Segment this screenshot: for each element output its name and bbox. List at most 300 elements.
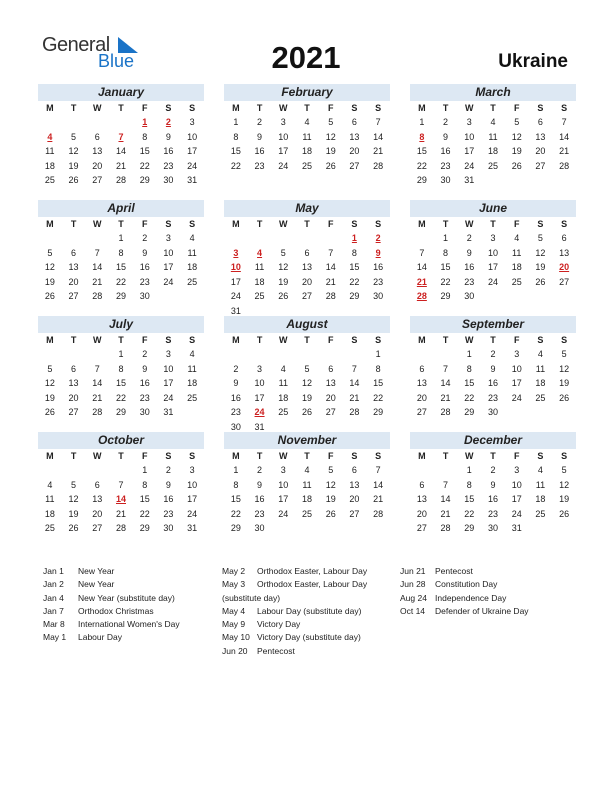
holiday-name: Labour Day — [78, 632, 122, 643]
day-cell: 10 — [511, 479, 522, 490]
weekday-label: T — [304, 219, 310, 229]
day-cell: 19 — [535, 262, 546, 272]
empty-cell — [295, 231, 319, 246]
holiday-date: Jan 2 — [43, 579, 64, 590]
day-cell: 17 — [163, 262, 174, 272]
day-cell: 10 — [254, 378, 265, 388]
day-cell: 26 — [278, 291, 289, 301]
day-cell: 28 — [115, 523, 126, 533]
day-cell: 11 — [187, 363, 197, 374]
weekday-label: T — [442, 451, 449, 461]
day-cell: 27 — [68, 407, 79, 417]
day-cell: 22 — [230, 160, 241, 171]
holiday-day-cell: 1 — [142, 117, 148, 127]
weekday-label: W — [93, 103, 102, 113]
holiday-name: Victory Day (substitute day) — [257, 632, 361, 643]
day-cell: 31 — [511, 523, 522, 533]
day-cell: 9 — [142, 363, 148, 374]
day-cell: 5 — [47, 247, 53, 258]
holiday-day-cell: 2 — [375, 233, 381, 243]
month-september — [410, 316, 576, 432]
day-cell: 25 — [254, 291, 265, 301]
day-cell: 23 — [464, 276, 475, 287]
day-cell: 29 — [416, 175, 427, 185]
day-cell: 1 — [443, 233, 449, 243]
day-cell: 27 — [325, 407, 336, 417]
holiday-entry — [222, 565, 402, 578]
day-cell: 1 — [118, 349, 124, 359]
day-cell: 5 — [304, 363, 310, 374]
day-cell: 27 — [349, 508, 360, 519]
day-cell: 26 — [559, 392, 570, 403]
day-cell: 14 — [325, 262, 336, 272]
month-title: November — [224, 432, 390, 449]
month-title: March — [410, 84, 576, 101]
day-cell: 8 — [375, 363, 381, 374]
day-cell: 19 — [278, 276, 289, 287]
day-grid — [410, 449, 576, 536]
day-cell: 5 — [514, 117, 520, 127]
empty-cell — [319, 347, 343, 362]
holiday-name: (substitute day) — [222, 592, 281, 603]
holiday-entry — [43, 592, 223, 605]
weekday-label: M — [46, 335, 54, 345]
day-cell: 7 — [375, 465, 381, 475]
day-cell: 6 — [304, 247, 310, 258]
holiday-entry — [222, 592, 402, 605]
day-cell: 2 — [165, 465, 171, 475]
empty-cell — [85, 115, 109, 130]
holiday-entry — [400, 565, 580, 578]
day-grid — [38, 449, 204, 536]
day-cell: 1 — [419, 117, 425, 127]
day-cell: 8 — [466, 363, 472, 374]
day-cell: 13 — [535, 131, 546, 142]
day-cell: 16 — [139, 378, 150, 388]
day-cell: 15 — [464, 378, 475, 388]
day-cell: 16 — [487, 494, 498, 504]
month-april — [38, 200, 204, 316]
day-cell: 26 — [325, 160, 336, 171]
day-cell: 7 — [94, 247, 100, 258]
day-grid — [38, 217, 204, 304]
weekday-label: S — [561, 103, 568, 113]
day-cell: 24 — [187, 508, 198, 519]
weekday-label: M — [232, 451, 240, 461]
day-cell: 15 — [230, 146, 241, 156]
day-cell: 14 — [373, 479, 384, 490]
weekday-label: W — [93, 335, 102, 345]
empty-cell — [248, 231, 272, 246]
logo-text-blue: Blue — [98, 51, 135, 71]
day-cell: 29 — [373, 407, 384, 417]
weekday-label: S — [189, 219, 196, 229]
holiday-entry — [43, 578, 223, 591]
day-grid — [38, 101, 204, 188]
month-may — [224, 200, 390, 316]
day-cell: 21 — [559, 146, 570, 156]
weekday-label: S — [165, 451, 172, 461]
weekday-label: M — [418, 335, 426, 345]
day-cell: 11 — [45, 494, 55, 504]
weekday-label: S — [375, 335, 382, 345]
holiday-entry — [43, 605, 223, 618]
weekday-label: W — [279, 219, 288, 229]
holiday-day-cell: 24 — [254, 407, 265, 417]
day-cell: 5 — [537, 233, 543, 243]
day-cell: 2 — [257, 465, 263, 475]
day-cell: 23 — [440, 160, 451, 171]
day-cell: 17 — [487, 262, 498, 272]
day-cell: 10 — [163, 247, 174, 258]
day-cell: 9 — [443, 131, 449, 142]
day-cell: 16 — [139, 262, 150, 272]
weekday-label: S — [351, 103, 358, 113]
day-cell: 28 — [92, 407, 103, 417]
weekday-label: S — [189, 335, 196, 345]
empty-cell — [410, 463, 434, 478]
day-cell: 7 — [328, 247, 334, 258]
day-cell: 26 — [535, 276, 546, 287]
holiday-name: Orthodox Christmas — [78, 605, 154, 616]
day-cell: 11 — [535, 479, 546, 490]
day-cell: 22 — [230, 508, 241, 519]
day-cell: 12 — [535, 247, 546, 258]
day-cell: 3 — [165, 233, 171, 243]
day-cell: 25 — [301, 160, 312, 171]
weekday-label: W — [93, 451, 102, 461]
weekday-label: F — [141, 103, 148, 113]
month-february — [224, 84, 390, 200]
holiday-day-cell: 2 — [165, 117, 171, 127]
empty-cell — [109, 115, 133, 130]
weekday-label: W — [465, 335, 474, 345]
day-cell: 26 — [325, 508, 336, 519]
day-cell: 3 — [514, 349, 520, 359]
day-cell: 15 — [349, 262, 360, 272]
day-cell: 10 — [187, 131, 198, 142]
holiday-name: New Year — [78, 566, 115, 576]
day-cell: 20 — [92, 508, 103, 519]
weekday-label: F — [141, 219, 148, 229]
empty-cell — [62, 231, 86, 246]
day-grid — [410, 333, 576, 420]
day-cell: 13 — [559, 247, 570, 258]
empty-cell — [319, 231, 343, 246]
day-cell: 29 — [464, 523, 475, 533]
weekday-label: T — [304, 103, 310, 113]
day-cell: 15 — [139, 494, 150, 504]
day-cell: 31 — [187, 523, 198, 533]
day-cell: 17 — [464, 146, 475, 156]
day-cell: 6 — [351, 117, 357, 127]
weekday-label: F — [327, 219, 334, 229]
day-cell: 21 — [325, 276, 336, 287]
day-cell: 1 — [466, 349, 472, 359]
day-cell: 15 — [115, 262, 126, 272]
day-cell: 15 — [416, 146, 427, 156]
month-title: December — [410, 432, 576, 449]
day-cell: 21 — [440, 508, 451, 519]
weekday-label: T — [118, 103, 124, 113]
day-cell: 23 — [139, 276, 150, 287]
weekday-label: S — [351, 219, 358, 229]
holiday-date: Jun 20 — [222, 645, 248, 656]
day-cell: 14 — [349, 378, 360, 388]
day-cell: 11 — [254, 262, 265, 272]
day-cell: 28 — [559, 160, 570, 171]
day-cell: 16 — [254, 146, 265, 156]
weekday-label: F — [141, 335, 148, 345]
day-cell: 21 — [373, 494, 384, 504]
day-cell: 17 — [187, 494, 198, 504]
day-cell: 23 — [487, 392, 498, 403]
weekday-label: F — [513, 335, 520, 345]
day-cell: 16 — [440, 146, 451, 156]
day-cell: 21 — [92, 276, 103, 287]
weekday-label: W — [279, 103, 288, 113]
day-cell: 6 — [351, 465, 357, 475]
day-cell: 1 — [375, 349, 381, 359]
day-cell: 3 — [490, 233, 496, 243]
day-cell: 30 — [230, 421, 241, 432]
weekday-label: T — [304, 335, 310, 345]
day-cell: 26 — [44, 407, 55, 417]
weekday-label: S — [537, 451, 544, 461]
day-cell: 6 — [71, 247, 77, 258]
empty-cell — [85, 231, 109, 246]
day-cell: 6 — [419, 479, 425, 490]
holiday-date: May 3 — [222, 579, 246, 590]
day-cell: 5 — [71, 479, 77, 490]
day-cell: 16 — [163, 494, 174, 504]
day-cell: 12 — [44, 378, 55, 388]
month-title: May — [224, 200, 390, 217]
day-cell: 2 — [257, 117, 263, 127]
day-cell: 14 — [416, 262, 427, 272]
month-november — [224, 432, 390, 548]
weekday-label: T — [70, 451, 77, 461]
day-cell: 16 — [230, 392, 241, 403]
day-cell: 28 — [92, 291, 103, 301]
day-cell: 18 — [535, 378, 546, 388]
day-cell: 30 — [163, 523, 174, 533]
day-cell: 22 — [139, 160, 150, 171]
day-cell: 23 — [163, 160, 174, 171]
weekday-label: M — [46, 451, 54, 461]
day-cell: 11 — [535, 363, 546, 374]
empty-cell — [434, 463, 458, 478]
weekday-label: S — [537, 103, 544, 113]
day-cell: 22 — [115, 276, 126, 287]
day-cell: 22 — [139, 508, 150, 519]
weekday-label: T — [490, 451, 496, 461]
day-cell: 21 — [349, 392, 360, 403]
day-cell: 20 — [416, 392, 427, 403]
day-cell: 13 — [92, 494, 103, 504]
day-cell: 12 — [68, 146, 79, 156]
day-cell: 2 — [233, 363, 239, 374]
weekday-label: S — [375, 103, 382, 113]
day-cell: 17 — [254, 392, 265, 403]
day-cell: 1 — [233, 465, 239, 475]
holiday-name: Independence Day — [435, 592, 507, 603]
holiday-date: May 9 — [222, 619, 246, 630]
weekday-label: T — [490, 335, 496, 345]
weekday-label: W — [279, 335, 288, 345]
day-cell: 27 — [92, 175, 103, 185]
weekday-label: T — [256, 219, 263, 229]
day-grid — [224, 449, 390, 536]
day-cell: 30 — [487, 523, 498, 533]
day-cell: 26 — [68, 175, 79, 185]
day-cell: 14 — [92, 262, 103, 272]
day-cell: 22 — [115, 392, 126, 403]
months-grid — [38, 84, 575, 548]
weekday-label: F — [513, 219, 520, 229]
month-june — [410, 200, 576, 316]
day-cell: 12 — [325, 131, 336, 142]
day-cell: 18 — [487, 146, 498, 156]
weekday-label: S — [537, 335, 544, 345]
day-grid — [224, 217, 390, 318]
weekday-label: S — [375, 219, 382, 229]
holiday-entry — [222, 631, 402, 644]
day-cell: 4 — [537, 465, 543, 475]
day-cell: 13 — [416, 378, 427, 388]
day-cell: 28 — [440, 407, 451, 417]
day-cell: 23 — [139, 392, 150, 403]
holiday-date: Mar 8 — [43, 619, 65, 630]
day-cell: 11 — [45, 146, 55, 156]
weekday-label: S — [351, 451, 358, 461]
empty-cell — [62, 463, 86, 478]
day-cell: 7 — [561, 117, 567, 127]
month-title: June — [410, 200, 576, 217]
empty-cell — [38, 115, 62, 130]
day-cell: 14 — [440, 378, 451, 388]
holiday-name: Pentecost — [257, 645, 295, 656]
day-cell: 28 — [325, 291, 336, 301]
empty-cell — [85, 347, 109, 362]
day-cell: 21 — [115, 160, 126, 171]
holiday-day-cell: 1 — [351, 233, 357, 243]
day-cell: 2 — [443, 117, 449, 127]
empty-cell — [224, 347, 248, 362]
empty-cell — [434, 347, 458, 362]
month-august — [224, 316, 390, 432]
holiday-day-cell: 4 — [257, 247, 263, 258]
day-cell: 18 — [44, 508, 55, 519]
holiday-date: May 10 — [222, 632, 250, 643]
weekday-label: M — [46, 103, 54, 113]
day-cell: 12 — [325, 479, 336, 490]
day-cell: 4 — [537, 349, 543, 359]
empty-cell — [62, 115, 86, 130]
day-cell: 20 — [325, 392, 336, 403]
day-cell: 3 — [189, 465, 195, 475]
weekday-label: T — [70, 103, 77, 113]
day-cell: 25 — [44, 175, 55, 185]
holiday-entry — [400, 592, 580, 605]
day-cell: 16 — [373, 262, 384, 272]
day-cell: 29 — [115, 291, 126, 301]
day-cell: 20 — [535, 146, 546, 156]
weekday-label: T — [118, 335, 124, 345]
day-cell: 13 — [416, 494, 427, 504]
day-cell: 5 — [71, 131, 77, 142]
day-cell: 30 — [373, 291, 384, 301]
day-cell: 16 — [163, 146, 174, 156]
day-cell: 11 — [278, 378, 288, 388]
day-cell: 3 — [466, 117, 472, 127]
weekday-label: S — [189, 103, 196, 113]
month-october — [38, 432, 204, 548]
day-cell: 8 — [233, 131, 239, 142]
day-cell: 22 — [440, 276, 451, 287]
empty-cell — [295, 347, 319, 362]
holiday-name: Pentecost — [435, 566, 473, 576]
day-cell: 12 — [301, 378, 312, 388]
holiday-date: May 1 — [43, 632, 67, 643]
weekday-label: S — [351, 335, 358, 345]
day-cell: 24 — [278, 508, 289, 519]
day-cell: 29 — [139, 175, 150, 185]
day-cell: 4 — [280, 363, 286, 374]
day-cell: 12 — [559, 479, 570, 490]
day-cell: 17 — [278, 494, 289, 504]
holiday-name: Victory Day — [257, 619, 301, 630]
weekday-label: T — [70, 219, 77, 229]
weekday-label: S — [165, 103, 172, 113]
day-cell: 6 — [94, 479, 100, 490]
holiday-entry — [43, 631, 223, 644]
day-cell: 19 — [325, 146, 336, 156]
day-cell: 3 — [280, 117, 286, 127]
day-cell: 19 — [301, 392, 312, 403]
holiday-date: Jan 7 — [43, 605, 64, 616]
day-cell: 20 — [416, 508, 427, 519]
day-cell: 7 — [375, 117, 381, 127]
day-cell: 9 — [165, 479, 171, 490]
day-cell: 30 — [464, 291, 475, 301]
weekday-label: S — [165, 219, 172, 229]
holiday-name: New Year — [78, 579, 115, 590]
day-cell: 9 — [257, 131, 263, 142]
holiday-date: Jun 21 — [400, 566, 426, 576]
day-cell: 6 — [561, 233, 567, 243]
weekday-label: F — [513, 103, 520, 113]
day-cell: 21 — [92, 392, 103, 403]
empty-cell — [248, 347, 272, 362]
day-cell: 11 — [302, 479, 312, 490]
holiday-day-cell: 8 — [419, 131, 425, 142]
day-cell: 10 — [464, 131, 475, 142]
empty-cell — [343, 347, 367, 362]
weekday-label: S — [165, 335, 172, 345]
day-grid — [410, 217, 576, 304]
day-cell: 13 — [92, 146, 103, 156]
weekday-label: S — [189, 451, 196, 461]
day-cell: 20 — [92, 160, 103, 171]
day-cell: 24 — [464, 160, 475, 171]
holiday-entry — [222, 578, 402, 591]
day-cell: 7 — [443, 363, 449, 374]
day-cell: 6 — [94, 131, 100, 142]
day-cell: 25 — [187, 392, 198, 403]
day-cell: 28 — [373, 508, 384, 519]
day-cell: 19 — [559, 494, 570, 504]
